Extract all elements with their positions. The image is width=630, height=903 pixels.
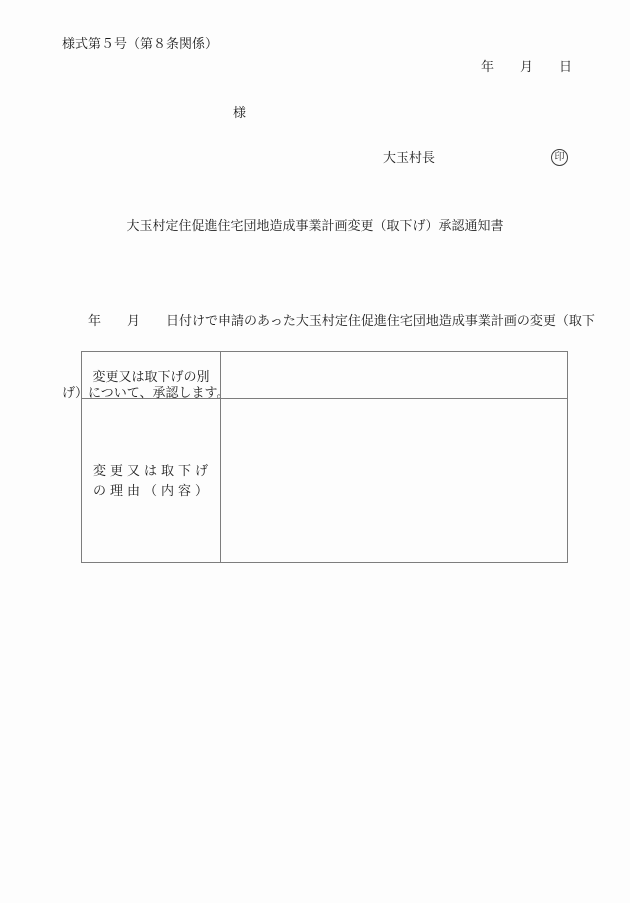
body-line-1: 年 月 日付けで申請のあった大玉村定住促進住宅団地造成事業計画の変更（取下 (62, 313, 595, 328)
row-value-reason (221, 399, 568, 563)
addressee-suffix: 様 (233, 105, 247, 120)
row-label-reason-line1: 変更又は取下げ (93, 462, 213, 478)
issue-date-line: 年 月 日 (481, 59, 573, 74)
row-label-reason-line2: の理由（内容） (93, 482, 213, 498)
row-label-reason (82, 399, 221, 563)
change-withdrawal-table (81, 351, 568, 563)
body-line-2: げ）について、承認します。 (62, 385, 230, 400)
row-label-change-type: 変更又は取下げの別 (82, 352, 221, 399)
form-number: 様式第５号（第８条関係） (62, 36, 219, 51)
table-row-change-type (82, 352, 568, 399)
inkan-seal-icon: 印 (551, 149, 568, 166)
table-row-reason (82, 399, 568, 563)
sender-title: 大玉村長 (383, 150, 436, 165)
document-title: 大玉村定住促進住宅団地造成事業計画変更（取下げ）承認通知書 (126, 218, 504, 233)
row-value-change-type (221, 352, 568, 399)
